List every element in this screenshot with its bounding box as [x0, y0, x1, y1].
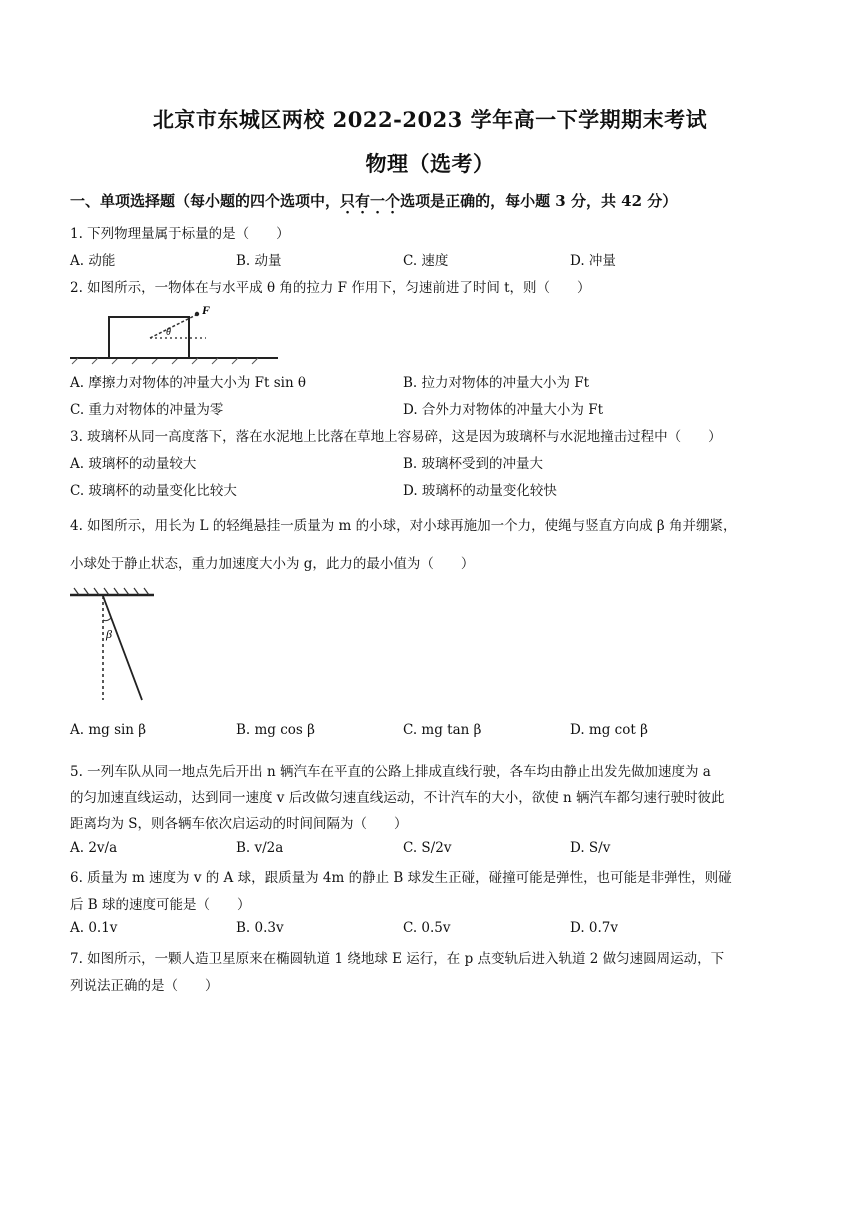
q1-option-a: A. 动能	[70, 253, 116, 269]
section-heading-pre: 一、单项选择题（每小题的四个选项中，	[70, 192, 341, 210]
q2-option-d: D. 合外力对物体的冲量大小为 Ft	[403, 402, 604, 418]
question-2-stem: 2. 如图所示，一物体在与水平成 θ 角的拉力 F 作用下，匀速前进了时间 t，则（ ）	[70, 280, 591, 296]
emphasis-char: 个	[385, 192, 401, 210]
rope	[103, 596, 142, 700]
section-heading-post: 选项是正确的，每小题 3 分，共 42 分）	[400, 192, 678, 210]
q6-option-c: C. 0.5v	[403, 920, 451, 936]
q2-option-b: B. 拉力对物体的冲量大小为 Ft	[403, 375, 590, 391]
q5-option-b: B. v/2a	[236, 840, 284, 856]
q3-option-a: A. 玻璃杯的动量较大	[70, 456, 197, 472]
q1-option-c: C. 速度	[403, 253, 449, 269]
q5-option-c: C. S/2v	[403, 840, 452, 856]
question-5-stem-line3: 距离均为 S，则各辆车依次启运动的时间间隔为（ ）	[70, 816, 408, 832]
exam-subtitle: 物理（选考）	[365, 151, 495, 176]
q4-option-c: C. mg tan β	[403, 722, 482, 738]
emphasis-char: 一	[370, 192, 386, 210]
q4-option-b: B. mg cos β	[236, 722, 315, 738]
q2-block-figure	[68, 300, 283, 366]
q6-option-d: D. 0.7v	[570, 920, 619, 936]
question-7-stem-line1: 7. 如图所示，一颗人造卫星原来在椭圆轨道 1 绕地球 E 运行，在 p 点变轨后进入轨道 2 做匀速圆周运动，下	[70, 951, 725, 967]
exam-title: 北京市东城区两校 2022-2023 学年高一下学期期末考试	[152, 107, 708, 132]
question-6-stem-line1: 6. 质量为 m 速度为 v 的 A 球，跟质量为 4m 的静止 B 球发生正碰，碰撞可能是弹性，也可能是非弹性，则碰	[70, 870, 732, 886]
q3-option-b: B. 玻璃杯受到的冲量大	[403, 456, 544, 472]
question-5-stem-line1: 5. 一列车队从同一地点先后开出 n 辆汽车在平直的公路上排成直线行驶，各车均由静止出发先做加速度为 a	[70, 764, 711, 780]
force-label: F	[202, 303, 211, 317]
emphasis-char: 只	[340, 192, 356, 210]
q5-option-d: D. S/v	[570, 840, 611, 856]
question-4-stem-line1: 4. 如图所示，用长为 L 的轻绳悬挂一质量为 m 的小球，对小球再施加一个力，使绳与竖直方向成 β 角并绷紧，	[70, 518, 737, 534]
question-6-stem-line2: 后 B 球的速度可能是（ ）	[70, 897, 251, 913]
q1-option-b: B. 动量	[236, 253, 282, 269]
q2-option-a: A. 摩擦力对物体的冲量大小为 Ft sin θ	[70, 375, 307, 391]
emphasis-char: 有	[355, 192, 371, 210]
q1-option-d: D. 冲量	[570, 253, 616, 269]
angle-arc	[103, 618, 111, 621]
q4-option-d: D. mg cot β	[570, 722, 648, 738]
question-3-stem: 3. 玻璃杯从同一高度落下，落在水泥地上比落在草地上容易碎，这是因为玻璃杯与水泥地撞击过程中（ ）	[70, 429, 722, 445]
q4-option-a: A. mg sin β	[70, 722, 147, 738]
q2-option-c: C. 重力对物体的冲量为零	[70, 402, 224, 418]
question-1-stem: 1. 下列物理量属于标量的是（ ）	[70, 226, 290, 242]
question-7-stem-line2: 列说法正确的是（ ）	[70, 978, 219, 994]
angle-label: θ	[166, 327, 171, 338]
section-heading	[70, 190, 677, 211]
q6-option-b: B. 0.3v	[236, 920, 284, 936]
force-arrow-head	[195, 312, 199, 316]
q5-option-a: A. 2v/a	[70, 840, 118, 856]
beta-label: β	[106, 627, 112, 641]
q3-option-c: C. 玻璃杯的动量变化比较大	[70, 483, 237, 499]
q6-option-a: A. 0.1v	[70, 920, 118, 936]
q3-option-d: D. 玻璃杯的动量变化较快	[403, 483, 557, 499]
q4-pendulum-figure	[68, 586, 163, 704]
question-4-stem-line2: 小球处于静止状态，重力加速度大小为 g，此力的最小值为（ ）	[70, 556, 475, 572]
question-5-stem-line2: 的匀加速直线运动，达到同一速度 v 后改做匀速直线运动，不计汽车的大小，欲使 n 辆汽车都匀速行驶时彼此	[70, 790, 725, 806]
